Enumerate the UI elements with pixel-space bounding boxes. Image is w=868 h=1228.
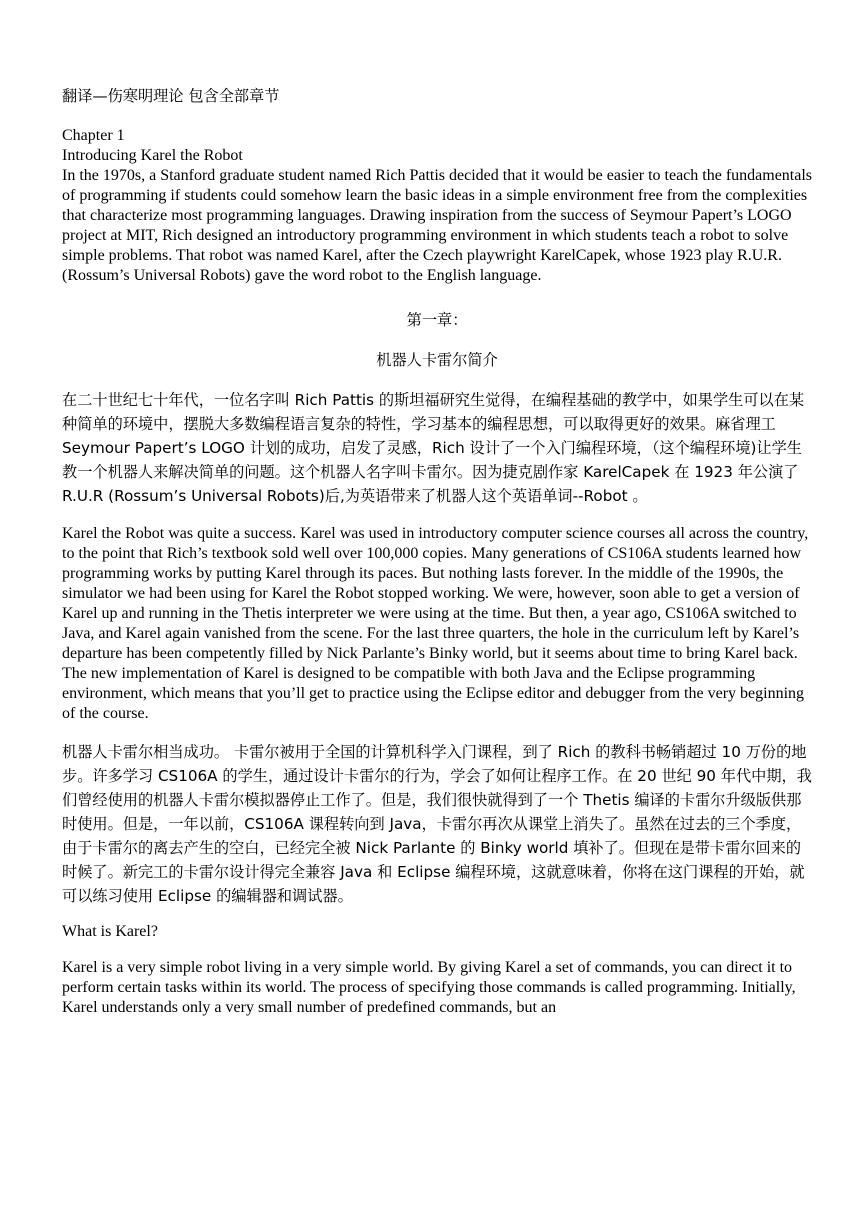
section-question: What is Karel? (62, 923, 158, 940)
chapter-title: Introducing Karel the Robot (62, 147, 243, 164)
chapter-heading-zh: 第一章： (406, 311, 468, 329)
chapter-title-zh: 机器人卡雷尔简介 (376, 351, 498, 369)
document-page (62, 84, 812, 1018)
success-paragraph-en: Karel the Robot was quite a success. Karel was used in introductory computer science courses all across the country, to the point that Rich’s textbook sold well over 100,000 copies. Many generations of CS106A students learned how programming works by putting Karel through its paces. But nothing lasts forever. In the middle of the 1990s, the simulator we had been using for Karel the Robot stopped working. We were, however, soon able to get a version of Karel up and running in the Thetis interpreter we were using at the time. But then, a year ago, CS106A switched to Java, and Karel again vanished from the scene. For the last three quarters, the hole in the curriculum left by Karel’s departure has been competently filled by Nick Parlante’s Binky world, but it seems about time to bring Karel back. The new implementation of Karel is designed to be compatible with both Java and the Eclipse programming environment, which means that you’ll get to practice using the Eclipse editor and debugger from the very beginning of the course. (62, 525, 809, 722)
chapter-label: Chapter 1 (62, 127, 125, 144)
chapter-intro-en (62, 126, 812, 286)
intro-paragraph-zh: 在二十世纪七十年代，一位名字叫 Rich Pattis 的斯坦福研究生觉得，在编程基础的教学中，如果学生可以在某种简单的环境中，摆脱大多数编程语言复杂的特性，学习基本的编程思想，可以取得更好的效果。麻省理工 Seymour Papert’s LOGO 计划的成功，启发了灵感，Rich 设计了一个入门编程环境，（这个编程环境)让学生教一个机器人来解决简单的问题。这个机器人名字叫卡雷尔。因为捷克剧作家 KarelCapek 在 1923 年公演了 R.U.R (Rossum’s Universal Robots)后,为英语带来了机器人这个英语单词--Robot 。 (62, 391, 805, 505)
document-header: 翻译—伤寒明理论 包含全部章节 (62, 87, 280, 105)
intro-paragraph-en: In the 1970s, a Stanford graduate student named Rich Pattis decided that it would be easier to teach the fundamentals of programming if students could somehow learn the basic ideas in a simple environment free from the complexities that characterize most programming languages. Drawing inspiration from the success of Seymour Papert’s LOGO project at MIT, Rich designed an introductory programming environment in which students teach a robot to solve simple problems. That robot was named Karel, after the Czech playwright KarelCapek, whose 1923 play R.U.R. (Rossum’s Universal Robots) gave the word robot to the English language. (62, 167, 813, 284)
success-paragraph-zh: 机器人卡雷尔相当成功。 卡雷尔被用于全国的计算机科学入门课程，到了 Rich 的教科书畅销超过 10 万份的地步。许多学习 CS106A 的学生，通过设计卡雷尔的行为，学会了如何让程序工作。在 20 世纪 90 年代中期，我们曾经使用的机器人卡雷尔模拟器停止工作了。但是，我们很快就得到了一个 Thetis 编译的卡雷尔升级版供那时使用。但是，一年以前，CS106A 课程转向到 Java，卡雷尔再次从课堂上消失了。虽然在过去的三个季度，由于卡雷尔的离去产生的空白，已经完全被 Nick Parlante 的 Binky world 填补了。但现在是带卡雷尔回来的时候了。新完工的卡雷尔设计得完全兼容 Java 和 Eclipse 编程环境，这就意味着，你将在这门课程的开始，就可以练习使用 Eclipse 的编辑器和调试器。 (62, 743, 812, 905)
karel-description-paragraph: Karel is a very simple robot living in a very simple world. By giving Karel a set of commands, you can direct it to perform certain tasks within its world. The process of specifying those commands is called programming. Initially, Karel understands only a very small number of predefined commands, but an (62, 959, 796, 1016)
